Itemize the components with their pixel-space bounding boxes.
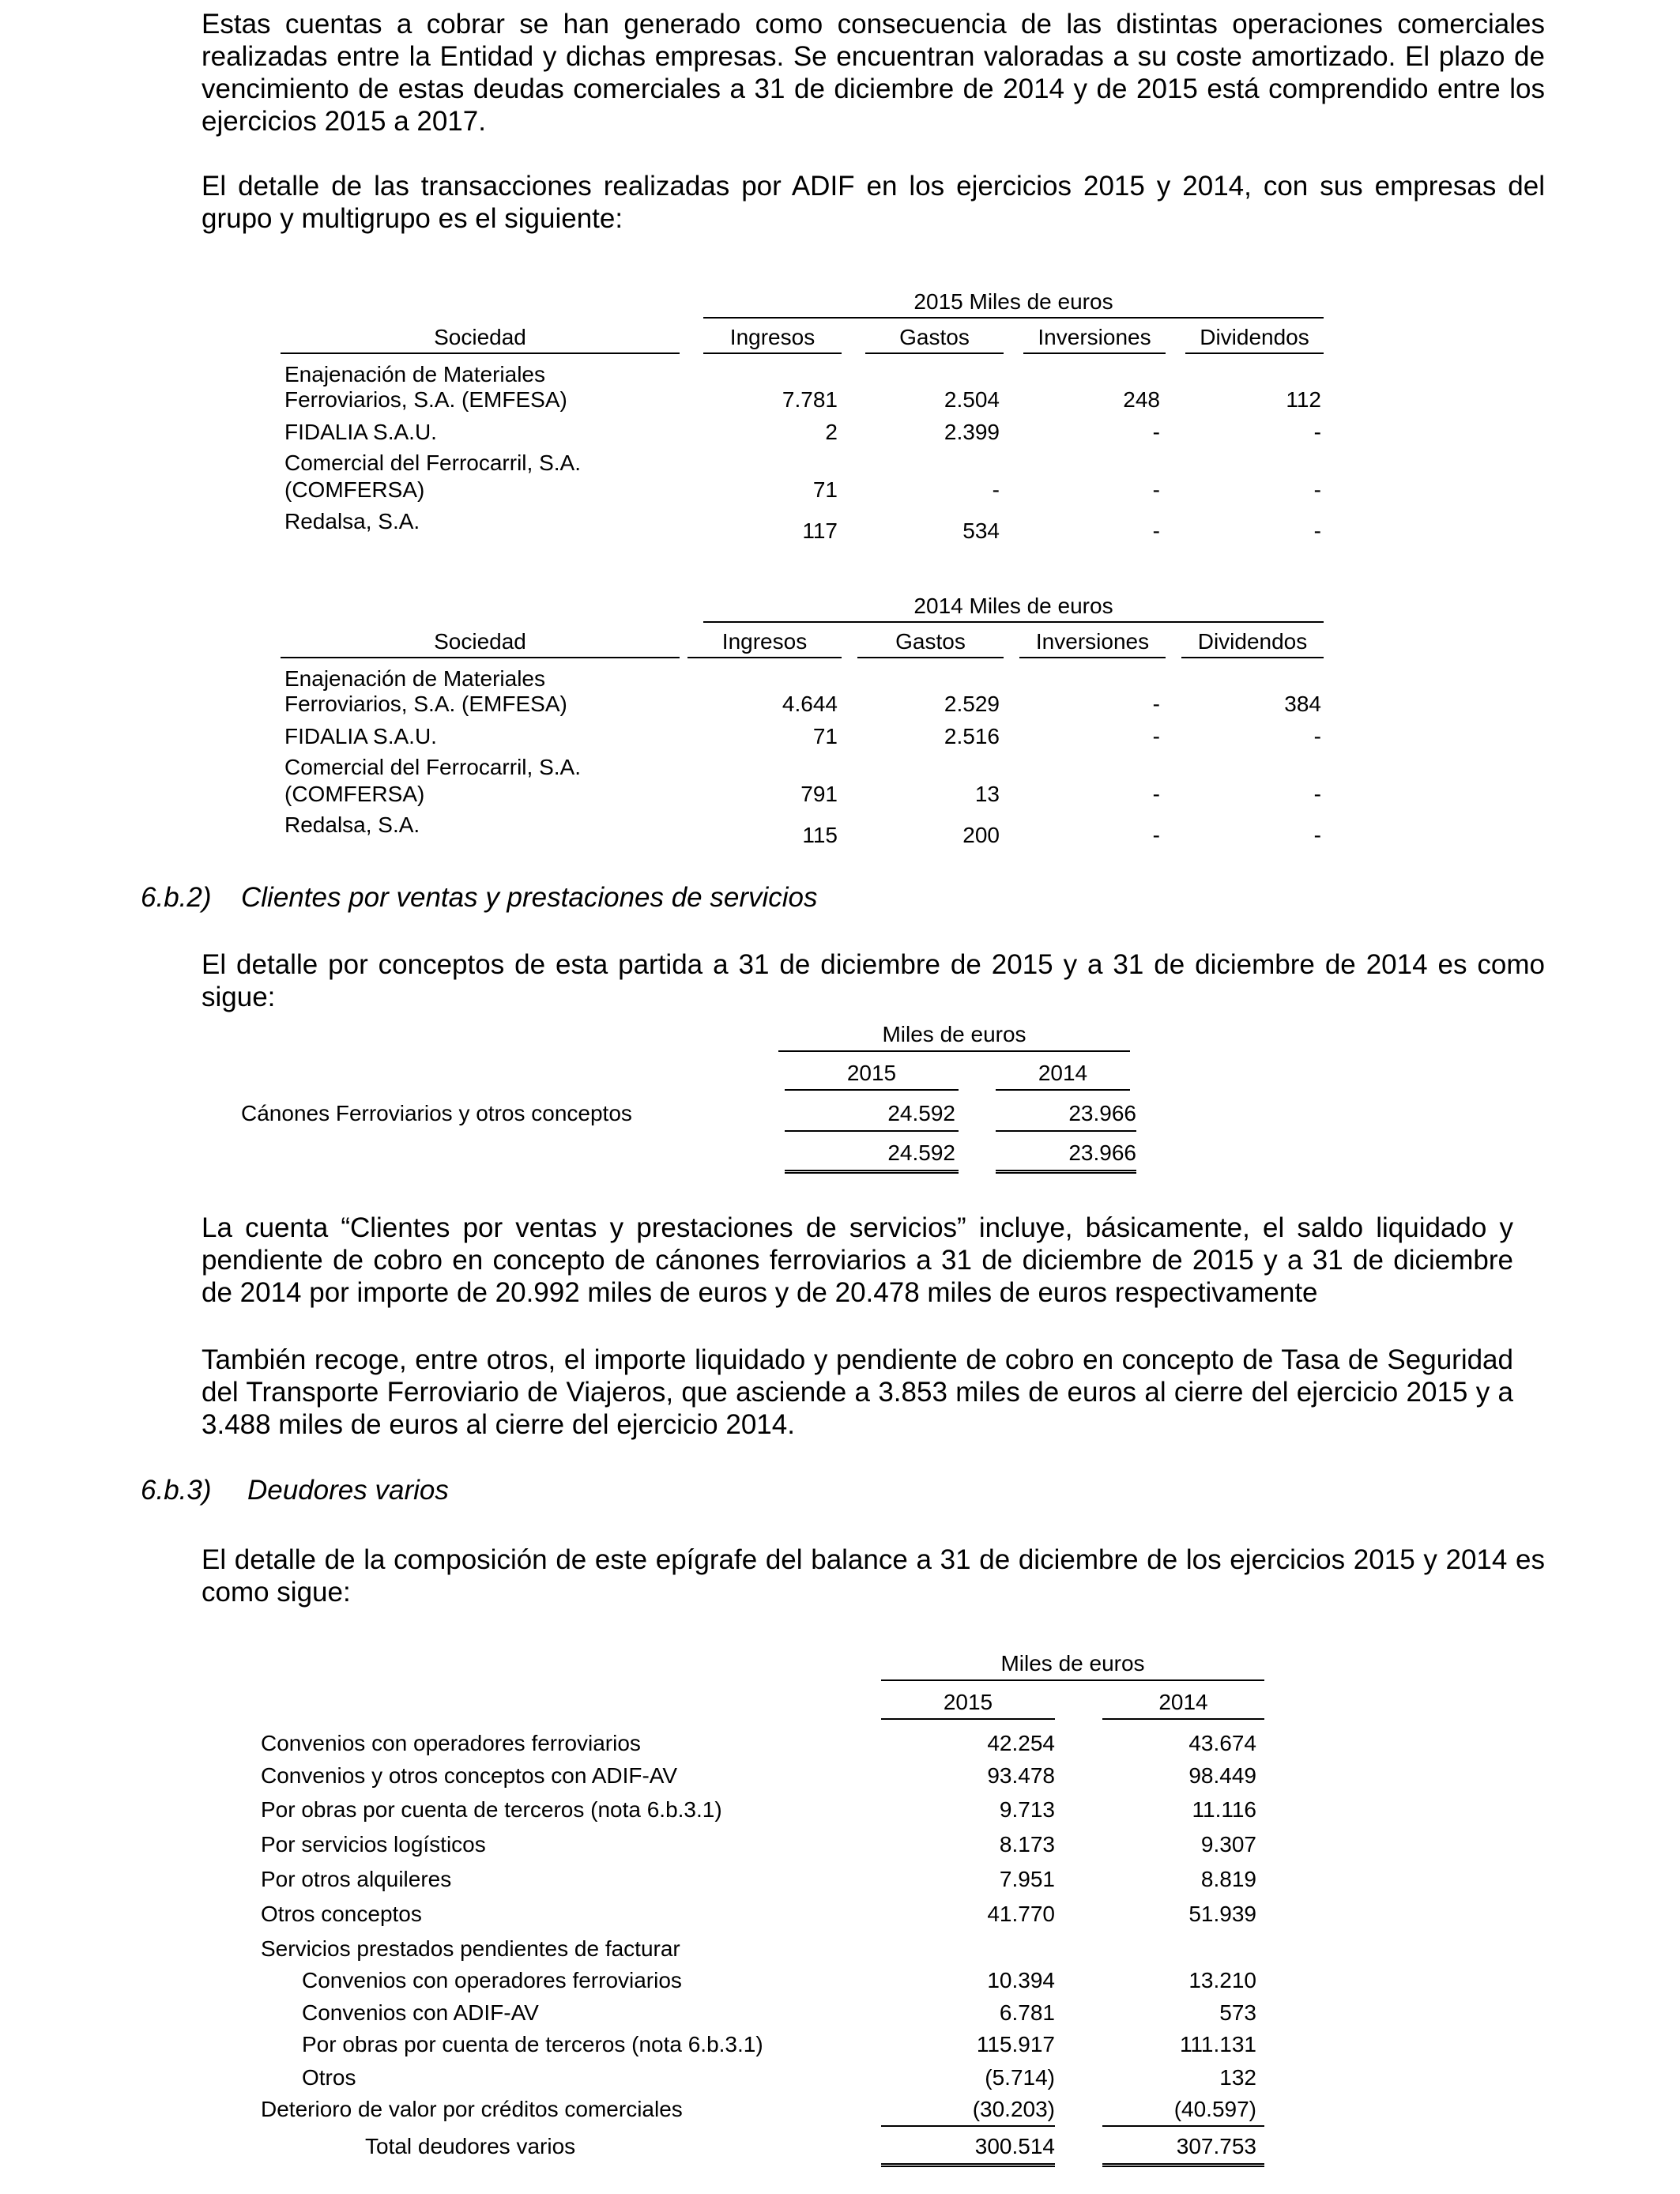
table-cell: (40.597)	[1173, 2097, 1256, 2121]
table-total-cell: 300.514	[974, 2134, 1055, 2158]
intro-paragraph-2: El detalle de las transacciones realizadas por ADIF en los ejercicios 2015 y 2014, con sus empresas del grupo y multigrupo es el siguiente:	[202, 171, 1545, 234]
table-cell: 13.210	[1188, 1968, 1256, 1992]
table-caption: 2015 Miles de euros	[913, 289, 1113, 314]
table-row-label: Cánones Ferroviarios y otros conceptos	[241, 1101, 632, 1125]
table-caption: Miles de euros	[1000, 1651, 1145, 1676]
table-row-name: FIDALIA S.A.U.	[284, 724, 437, 748]
table-row-name: Enajenación de Materiales	[284, 666, 545, 691]
table-cell: -	[1313, 518, 1321, 543]
section-number: 6.b.2)	[141, 882, 212, 913]
table-cell: 71	[812, 477, 838, 502]
section-heading-clientes	[141, 881, 931, 914]
table-row-name: (COMFERSA)	[284, 782, 425, 806]
table-cell: 7.781	[782, 387, 838, 412]
table-cell: 112	[1286, 387, 1321, 412]
table-row-label: Convenios con operadores ferroviarios	[261, 1731, 641, 1755]
table-cell: 2.504	[944, 387, 1000, 412]
col-header-2015: 2015	[943, 1690, 993, 1714]
table-row-label: Convenios con ADIF-AV	[302, 2000, 539, 2025]
table-row-name: Ferroviarios, S.A. (EMFESA)	[284, 387, 567, 412]
table-cell: 11.116	[1192, 1797, 1256, 1822]
intro-paragraph-1: Estas cuentas a cobrar se han generado como consecuencia de las distintas operaciones comerciales realizadas entre la Entidad y dichas empresas. Se encuentran valoradas a su coste amortizado. El plazo de vencimiento de estas deudas comerciales a 31 de diciembre de 2014 y de 2015 está comprendido entre los ejercicios 2015 a 2017.	[202, 9, 1545, 137]
table-row-name: Redalsa, S.A.	[284, 812, 420, 837]
section-title: Clientes por ventas y prestaciones de servicios	[241, 882, 818, 913]
table-row-name: Comercial del Ferrocarril, S.A.	[284, 450, 581, 475]
table-cell: 384	[1284, 692, 1321, 716]
table-row-label: Por otros alquileres	[261, 1867, 452, 1891]
table-total-cell: 23.966	[1068, 1140, 1136, 1165]
table-cell: 4.644	[782, 692, 838, 716]
table-cell: 10.394	[987, 1968, 1055, 1992]
table-cell: 115	[802, 823, 838, 847]
col-header-inversiones: Inversiones	[1038, 325, 1151, 349]
table-row-name: Redalsa, S.A.	[284, 509, 420, 533]
table-cell: 117	[802, 518, 838, 543]
table-caption: 2014 Miles de euros	[913, 594, 1113, 618]
table-row-label: Por obras por cuenta de terceros (nota 6.b.3.1)	[302, 2032, 763, 2056]
table-cell: 534	[962, 518, 1000, 543]
table-cell: 93.478	[987, 1763, 1055, 1788]
table-cell: 71	[812, 724, 838, 748]
table-row-label: Por servicios logísticos	[261, 1832, 486, 1857]
col-header-ingresos: Ingresos	[721, 629, 808, 654]
table-cell: 115.917	[976, 2032, 1055, 2056]
table-cell: -	[1152, 518, 1160, 543]
table-cell: 9.713	[999, 1797, 1055, 1822]
table-row-label: Convenios y otros conceptos con ADIF-AV	[261, 1763, 678, 1788]
col-header-sociedad: Sociedad	[434, 629, 526, 654]
table-cell: 9.307	[1200, 1832, 1256, 1857]
table-cell: -	[1313, 823, 1321, 847]
deudores-intro-paragraph: El detalle de la composición de este epígrafe del balance a 31 de diciembre de los ejercicios 2015 y 2014 es como sigue:	[202, 1544, 1545, 1608]
col-header-sociedad: Sociedad	[434, 325, 526, 349]
table-cell: (5.714)	[985, 2065, 1055, 2090]
table-cell: 7.951	[999, 1867, 1055, 1891]
table-cell: 23.966	[1068, 1101, 1136, 1125]
table-total-label: Total deudores varios	[365, 2134, 576, 2158]
table-cell: 24.592	[887, 1101, 955, 1125]
table-caption: Miles de euros	[882, 1022, 1026, 1046]
table-cell: -	[1152, 823, 1160, 847]
section-number: 6.b.3)	[141, 1475, 212, 1506]
col-header-gastos: Gastos	[895, 629, 966, 654]
table-cell: 2.529	[944, 692, 1000, 716]
table-cell: 2	[825, 420, 838, 444]
section-heading-deudores	[141, 1474, 931, 1507]
table-cell: 132	[1219, 2065, 1256, 2090]
table-row-name: Comercial del Ferrocarril, S.A.	[284, 755, 581, 779]
table-cell: 13	[974, 782, 1000, 806]
table-cell: 248	[1123, 387, 1160, 412]
table-cell: -	[1152, 420, 1160, 444]
table-cell: 43.674	[1188, 1731, 1256, 1755]
table-cell: -	[1152, 692, 1160, 716]
table-cell: -	[1152, 724, 1160, 748]
table-cell: -	[1313, 782, 1321, 806]
table-cell: -	[1152, 477, 1160, 502]
table-row-name: (COMFERSA)	[284, 477, 425, 502]
table-cell: 111.131	[1179, 2032, 1256, 2056]
table-total-cell: 307.753	[1176, 2134, 1256, 2158]
table-row-name: Enajenación de Materiales	[284, 362, 545, 386]
table-row-label: Por obras por cuenta de terceros (nota 6.b.3.1)	[261, 1797, 722, 1822]
table-cell: 98.449	[1188, 1763, 1256, 1788]
table-cell: -	[1313, 724, 1321, 748]
table-cell: -	[1313, 477, 1321, 502]
table-row-label: Otros	[302, 2065, 356, 2090]
table-cell: (30.203)	[972, 2097, 1055, 2121]
table-cell: 42.254	[987, 1731, 1055, 1755]
table-cell: 8.819	[1200, 1867, 1256, 1891]
table-cell: 573	[1219, 2000, 1256, 2025]
table-row-name: FIDALIA S.A.U.	[284, 420, 437, 444]
table-row-label: Otros conceptos	[261, 1902, 422, 1926]
table-cell: 200	[962, 823, 1000, 847]
table-cell: -	[1313, 420, 1321, 444]
table-row-label: Servicios prestados pendientes de facturar	[261, 1936, 680, 1961]
col-header-dividendos: Dividendos	[1197, 629, 1308, 654]
table-cell: -	[1152, 782, 1160, 806]
table-total-cell: 24.592	[887, 1140, 955, 1165]
table-cell: 6.781	[999, 2000, 1055, 2025]
col-header-gastos: Gastos	[899, 325, 970, 349]
table-cell: 51.939	[1188, 1902, 1256, 1926]
table-cell: 2.516	[944, 724, 1000, 748]
col-header-inversiones: Inversiones	[1035, 629, 1150, 654]
clientes-paragraph-1: La cuenta “Clientes por ventas y prestaciones de servicios” incluye, básicamente, el saldo liquidado y pendiente de cobro en concepto de cánones ferroviarios a 31 de diciembre de 2015 y a 31 de diciembre de 2014 por importe de 20.992 miles de euros y de 20.478 miles de euros respectivamente	[202, 1212, 1513, 1308]
col-header-ingresos: Ingresos	[729, 325, 816, 349]
section-title: Deudores varios	[247, 1475, 449, 1506]
col-header-2014: 2014	[1158, 1690, 1208, 1714]
col-header-dividendos: Dividendos	[1200, 325, 1309, 349]
clientes-paragraph-2: También recoge, entre otros, el importe liquidado y pendiente de cobro en concepto de Tasa de Seguridad del Transporte Ferroviario de Viajeros, que asciende a 3.853 miles de euros al cierre del ejercicio 2015 y a 3.488 miles de euros al cierre del ejercicio 2014.	[202, 1344, 1513, 1440]
table-row-label: Deterioro de valor por créditos comerciales	[261, 2097, 683, 2121]
table-cell: 8.173	[999, 1832, 1055, 1857]
table-cell: -	[992, 477, 1000, 502]
clientes-intro-paragraph: El detalle por conceptos de esta partida a 31 de diciembre de 2015 y a 31 de diciembre de 2014 es como sigue:	[202, 949, 1545, 1012]
table-row-label: Convenios con operadores ferroviarios	[302, 1968, 682, 1992]
col-header-2015: 2015	[846, 1061, 897, 1085]
table-cell: 41.770	[987, 1902, 1055, 1926]
table-row-name: Ferroviarios, S.A. (EMFESA)	[284, 692, 567, 716]
table-cell: 791	[800, 782, 838, 806]
col-header-2014: 2014	[1038, 1061, 1088, 1085]
table-cell: 2.399	[944, 420, 1000, 444]
